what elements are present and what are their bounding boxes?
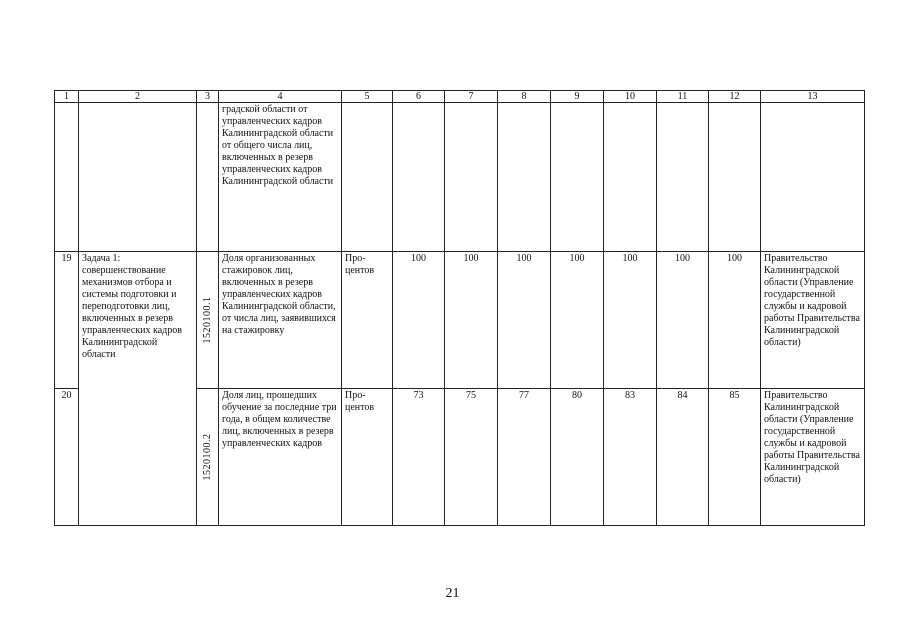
value-cell: 80 [551, 389, 604, 526]
column-header: 2 [79, 91, 197, 103]
indicator-code: 1520100.2 [201, 433, 213, 481]
continuation-row [55, 103, 865, 252]
table-row [55, 252, 865, 389]
column-header: 12 [709, 91, 761, 103]
column-header: 10 [604, 91, 657, 103]
indicator-cell: Доля организованных стажировок лиц, включенных в резерв управленческих кадров Калининградской области, от числа лиц, заявившихся на стажировку [219, 252, 342, 389]
column-number-row [55, 91, 865, 103]
task-cell: Задача 1: совершенствование механизмов отбора и системы подготовки и переподготовки лиц, включенных в резерв управленческих кадров Калининградской области [79, 252, 197, 526]
column-header: 5 [342, 91, 393, 103]
value-cell: 84 [657, 389, 709, 526]
indicator-code: 1520100.1 [201, 296, 213, 344]
column-header: 7 [445, 91, 498, 103]
value-cell: 100 [445, 252, 498, 389]
value-cell: 83 [604, 389, 657, 526]
unit-cell: Про- центов [342, 252, 393, 389]
indicator-continuation-cell: градской области от управленческих кадров Калининградской области от общего числа лиц, включенных в резерв управленческих кадров Калининградской области [219, 103, 342, 252]
indicators-table [54, 90, 865, 526]
responsible-cell: Правительство Калининградской области (Управление государственной службы и кадровой работы Правительства Калининградской области) [761, 389, 865, 526]
value-cell: 100 [709, 252, 761, 389]
value-cell: 100 [604, 252, 657, 389]
responsible-cell: Правительство Калининградской области (Управление государственной службы и кадровой работы Правительства Калининградской области) [761, 252, 865, 389]
row-number: 20 [55, 389, 79, 526]
column-header: 6 [393, 91, 445, 103]
value-cell: 100 [657, 252, 709, 389]
unit-cell: Про- центов [342, 389, 393, 526]
column-header: 8 [498, 91, 551, 103]
page-number: 21 [445, 586, 460, 601]
column-header: 4 [219, 91, 342, 103]
indicator-code-cell [197, 389, 219, 526]
column-header: 9 [551, 91, 604, 103]
indicator-code-cell [197, 252, 219, 389]
value-cell: 73 [393, 389, 445, 526]
value-cell: 100 [551, 252, 604, 389]
value-cell: 100 [393, 252, 445, 389]
indicator-cell: Доля лиц, прошедших обучение за последние три года, в общем количестве лиц, включенных в резерв управленческих кадров [219, 389, 342, 526]
value-cell: 100 [498, 252, 551, 389]
column-header: 13 [761, 91, 865, 103]
row-number: 19 [55, 252, 79, 389]
column-header: 3 [197, 91, 219, 103]
value-cell: 75 [445, 389, 498, 526]
column-header: 11 [657, 91, 709, 103]
value-cell: 85 [709, 389, 761, 526]
value-cell: 77 [498, 389, 551, 526]
column-header: 1 [55, 91, 79, 103]
